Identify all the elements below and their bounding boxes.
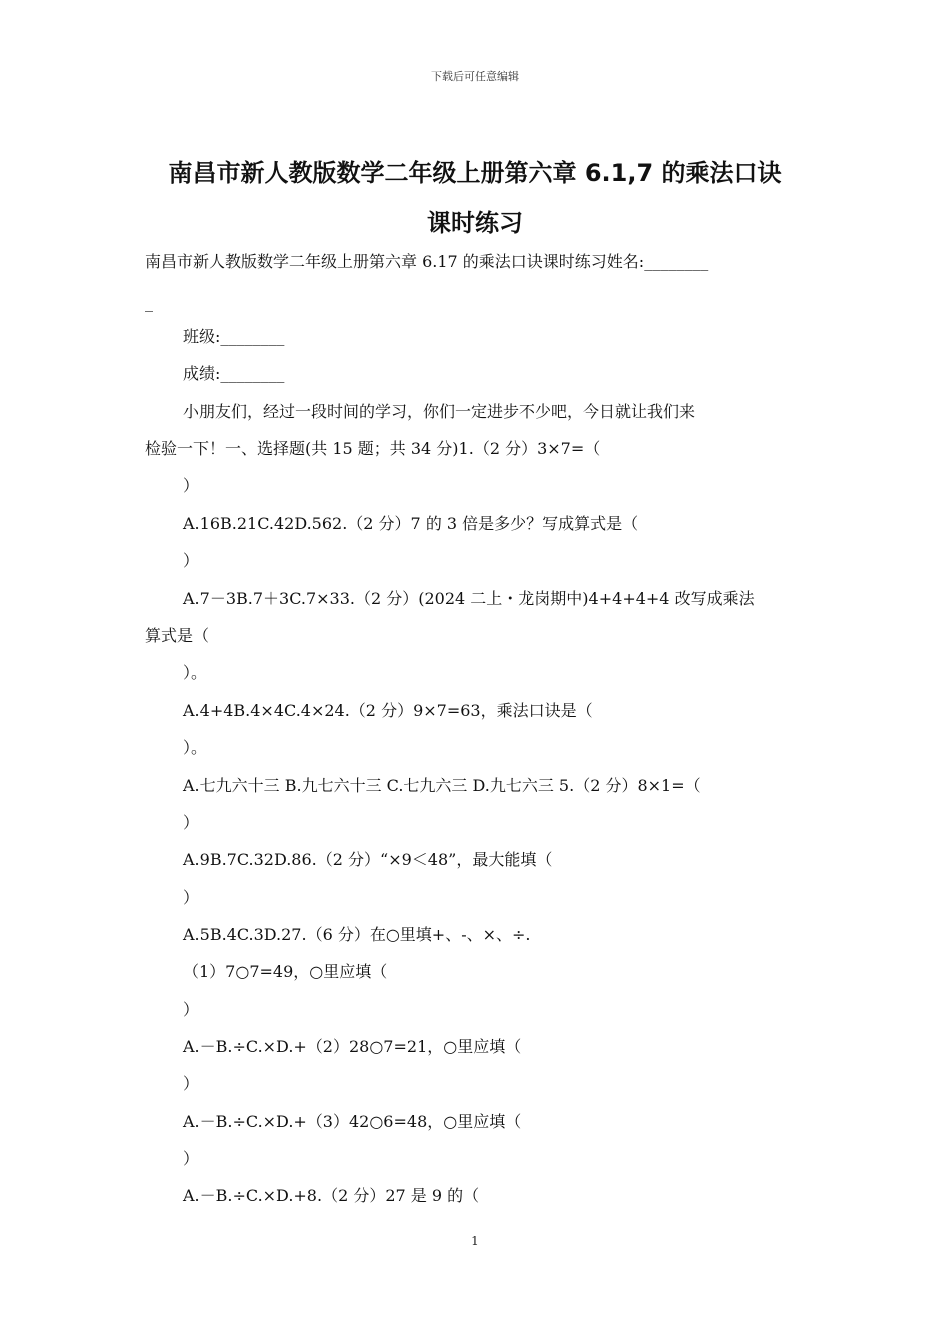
paragraph-line: A.4+4B.4×4C.4×24.（2 分）9×7=63，乘法口诀是（ <box>183 701 593 720</box>
header-note: 下载后可任意编辑 <box>431 70 519 83</box>
paragraph-line: A.5B.4C.3D.27.（6 分）在○里填+、-、×、÷. <box>183 925 531 944</box>
name-underscore-wrap: _ <box>145 293 153 312</box>
paragraph-line: ） <box>183 1074 200 1093</box>
document-title-line-2: 课时练习 <box>427 209 523 237</box>
paragraph-line: ） <box>183 888 200 907</box>
paragraph-line: A.7－3B.7＋3C.7×33.（2 分）(2024 二上・龙岗期中)4+4+4+4 改写成乘法 <box>183 589 755 608</box>
paragraph-line: A.－B.÷C.×D.+（3）42○6=48，○里应填（ <box>183 1112 522 1131</box>
paragraph-line: ） <box>183 1000 200 1019</box>
document-title-line-1: 南昌市新人教版数学二年级上册第六章 6.1,7 的乘法口诀 <box>168 159 782 187</box>
paragraph-line: ）。 <box>183 663 208 682</box>
paragraph-line: （1）7○7=49，○里应填（ <box>183 962 388 981</box>
paragraph-line: ） <box>183 1149 200 1168</box>
score-field: 成绩:________ <box>183 364 285 383</box>
paragraph-line: ） <box>183 476 200 495</box>
class-field: 班级:________ <box>183 327 285 346</box>
paragraph-line: 检验一下！一、选择题(共 15 题；共 34 分)1.（2 分）3×7=（ <box>145 439 601 458</box>
paragraph-line: ）。 <box>183 738 208 757</box>
paragraph-line: A.9B.7C.32D.86.（2 分）“×9＜48”，最大能填（ <box>183 850 553 869</box>
paragraph-line: A.16B.21C.42D.562.（2 分）7 的 3 倍是多少？写成算式是（ <box>183 514 639 533</box>
paragraph-line: 算式是（ <box>145 626 210 645</box>
paragraph-line: ） <box>183 813 200 832</box>
page-number: 1 <box>471 1234 479 1248</box>
paragraph-line: A.七九六十三 B.九七六十三 C.七九六三 D.九七六三 5.（2 分）8×1=（ <box>183 776 701 795</box>
paragraph-line: 小朋友们，经过一段时间的学习，你们一定进步不少吧，今日就让我们来 <box>183 402 696 421</box>
paragraph-line: A.－B.÷C.×D.+8.（2 分）27 是 9 的（ <box>183 1186 480 1205</box>
paragraph-line: ） <box>183 551 200 570</box>
intro-line: 南昌市新人教版数学二年级上册第六章 6.17 的乘法口诀课时练习姓名:________ <box>145 252 709 271</box>
paragraph-line: A.－B.÷C.×D.+（2）28○7=21，○里应填（ <box>183 1037 522 1056</box>
